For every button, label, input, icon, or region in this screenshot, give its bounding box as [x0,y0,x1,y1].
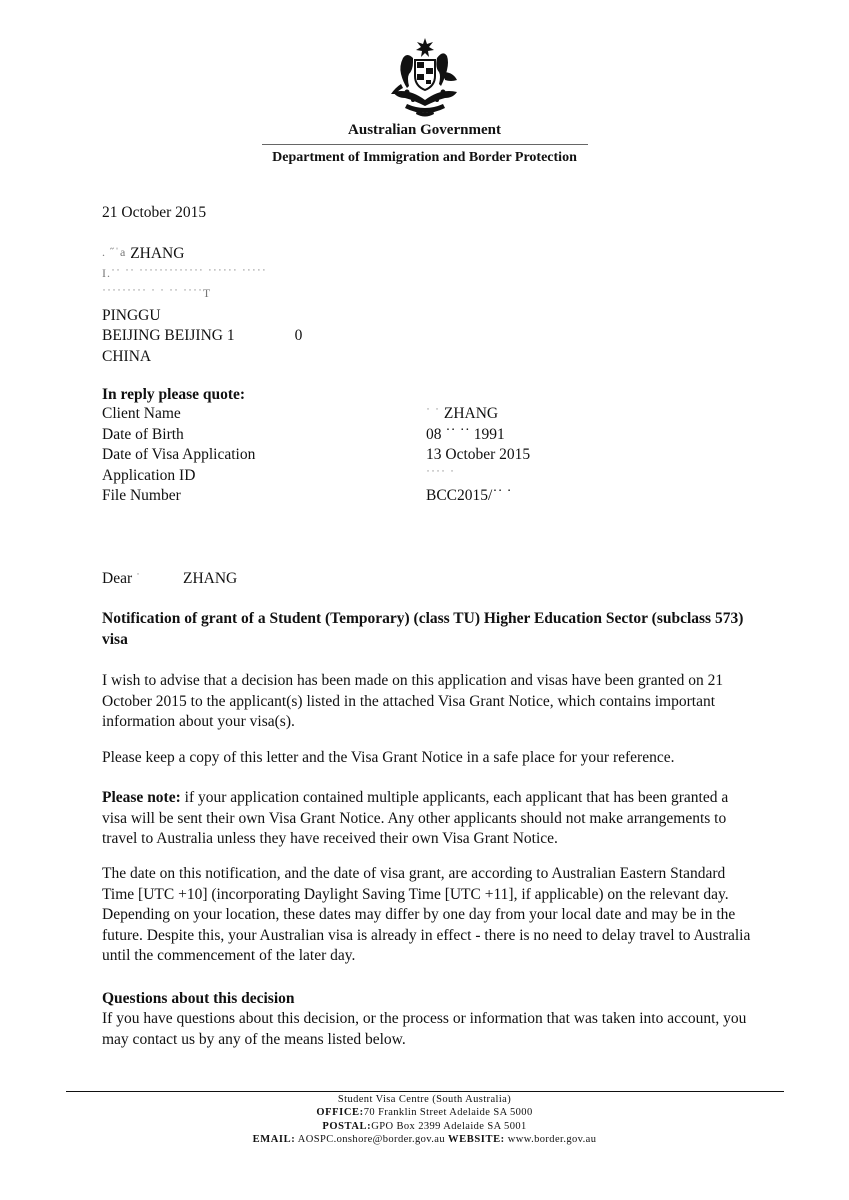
quote-label: Date of Birth [102,425,184,443]
quote-label: File Number [102,487,181,505]
letter-date: 21 October 2015 [102,204,207,221]
quote-label: Client Name [102,405,181,422]
paragraph-time-zone: The date on this notification, and the date of visa grant, are according to Australian Eastern Standard Time [UTC +10] (incorporating Daylight Saving Time [UTC +11], if applicable) on the relevant day. Depending on your location, these dates may differ by one day from your local date and may be in the future. Despite this, your Australian visa is already in effect - there is no need to delay travel to Australia until the commencement of the later day. [102,865,751,965]
address-line-2 [102,265,302,286]
please-note-label: Please note: [102,789,181,806]
address-line-3 [102,285,302,306]
quote-label: Date of Visa Application [102,446,256,464]
address-name-line [102,244,302,265]
reply-quote-table [102,404,530,507]
footer-contact [0,1133,849,1146]
office-label: OFFICE: [316,1107,364,1119]
reply-quote-heading: In reply please quote: [102,386,246,403]
redacted-text: I.˙˙ ˙˙ ˙˙˙˙˙˙˙˙˙˙˙˙˙ ˙˙˙˙˙˙ ˙˙˙˙˙ [102,265,267,280]
government-title: Australian Government [348,122,501,138]
letter-subject: Notification of grant of a Student (Temporary) (class TU) Higher Education Sector (subclass 573) visa [102,610,744,648]
office-address: 70 Franklin Street Adelaide SA 5000 [363,1107,533,1119]
salutation-prefix: Dear [102,570,133,587]
footer [0,1093,849,1147]
paragraph-questions: If you have questions about this decision, or the process or information that was taken into account, you may contact us by any of the means listed below. [102,1010,747,1048]
recipient-surname: ZHANG [130,245,185,262]
quote-value: 1991 [473,425,505,443]
postal-address: GPO Box 2399 Adelaide SA 5001 [371,1120,527,1132]
department-title: Department of Immigration and Border Protection [272,150,577,165]
postal-label: POSTAL: [322,1120,372,1132]
footer-postal [0,1120,849,1133]
recipient-address [102,244,302,368]
letterhead-divider [262,144,588,145]
email-label: EMAIL: [252,1134,296,1146]
address-province [102,326,302,347]
quote-label: Application ID [102,466,196,484]
redacted-text: . ˝ˈa [102,245,127,259]
address-city: PINGGU [102,306,161,324]
footer-office [0,1106,849,1119]
redacted-text: 08 ˙˙ ˙˙ [426,425,470,443]
salutation [102,569,237,590]
quote-row-client-name [102,404,530,425]
province-text: BEIJING BEIJING 1 [102,327,235,345]
quote-row-date-of-birth [102,425,530,446]
redacted-text: ˙ ˙ [426,405,440,419]
coat-of-arms-icon [383,36,467,120]
redacted-text: ˙˙˙˙˙˙˙˙˙ ˙ ˙ ˙˙ ˙˙˙˙T [102,286,212,301]
quote-row-application-id [102,466,530,487]
email-link[interactable]: AOSPC.onshore@border.gov.au [295,1134,449,1146]
redacted-text: BCC2015/˙˙ ˙ [426,487,512,505]
paragraph-decision: I wish to advise that a decision has been made on this application and visas have been granted on 21 October 2015 to the applicant(s) listed in the attached Visa Grant Notice, which contains important information about your visa(s). [102,672,724,731]
quote-value: ZHANG [443,405,499,422]
footer-centre: Student Visa Centre (South Australia) [337,1094,512,1105]
website-label: WEBSITE: [448,1134,505,1146]
postcode-fragment: 0 [294,327,303,345]
footer-divider [66,1091,784,1092]
redacted-text: ˙ [136,570,141,584]
quote-value: 13 October 2015 [426,446,531,464]
salutation-surname: ZHANG [183,570,238,587]
quote-row-file-number [102,486,530,507]
redacted-text: ˙˙˙˙ ˙ [426,466,455,481]
quote-row-application-date [102,445,530,466]
paragraph-keep-copy: Please keep a copy of this letter and the Visa Grant Notice in a safe place for your reference. [102,749,675,766]
website-link[interactable]: www.border.gov.au [504,1134,597,1146]
please-note-text: if your application contained multiple applicants, each applicant that has been granted a visa will be sent their own Visa Grant Notice. Any other applicants should not make arrangements to travel to Australia unless they have received their own Visa Grant Notice. [102,789,729,848]
questions-heading: Questions about this decision [102,990,295,1007]
paragraph-please-note [102,788,752,850]
address-country: CHINA [102,347,152,365]
